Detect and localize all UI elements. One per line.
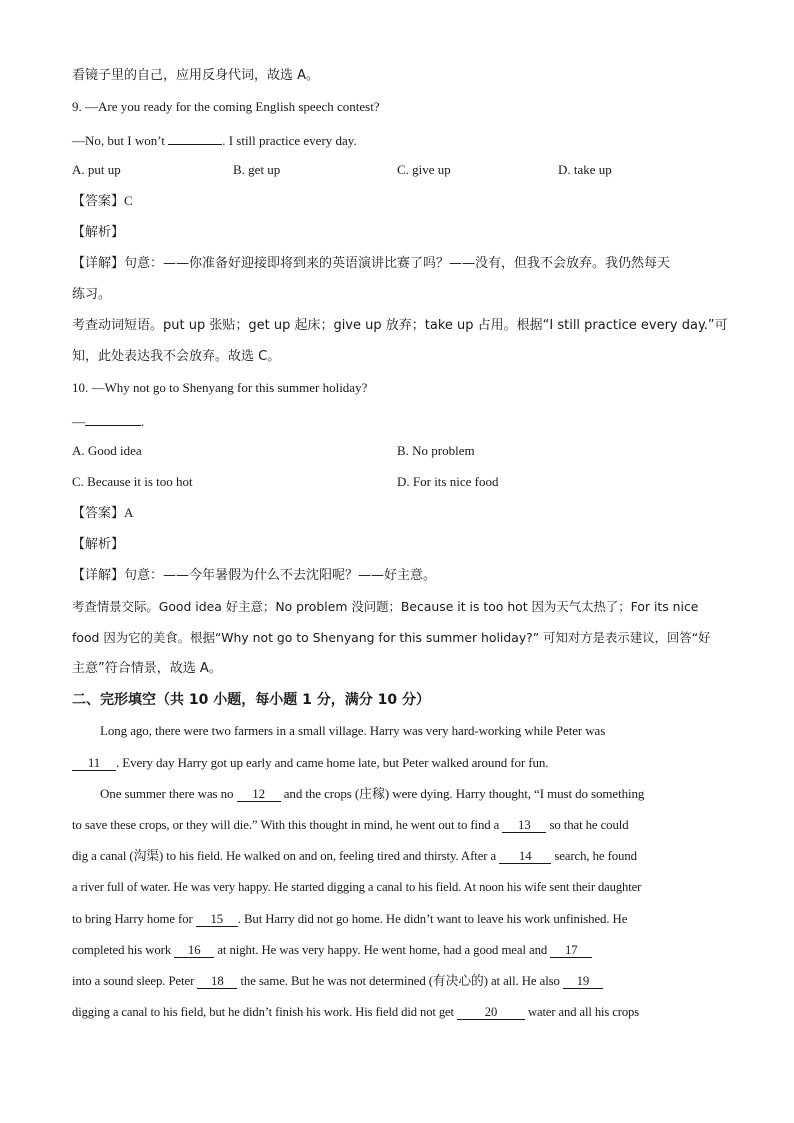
- q9-blank: [168, 130, 222, 145]
- q10-detail-2: 考查情景交际。Good idea 好主意；No problem 没问题；Because it is too hot 因为天气太热了；For its nice: [72, 599, 699, 614]
- q10-option-d: D. For its nice food: [397, 474, 499, 489]
- q8-explanation-tail: 看镜子里的自己，应用反身代词，故选 A。: [72, 68, 320, 83]
- answer-tag: 【答案】: [72, 506, 125, 521]
- passage-line-4: [72, 816, 629, 834]
- q10-dialogue-line: [72, 411, 144, 431]
- section-heading: 二、完形填空（共 10 小题，每小题 1 分，满分 10 分）: [72, 692, 430, 708]
- passage-text: digging a canal to his field, but he didn’t finish his work. His field did not get: [72, 1005, 457, 1019]
- q9-option-a: A. put up: [72, 162, 121, 177]
- passage-text: completed his work: [72, 943, 175, 957]
- passage-text: and the crops (庄稼) were dying. Harry thought, “I must do something: [280, 786, 645, 801]
- passage-line-7: [72, 910, 627, 928]
- q9-detail-text-1: 句意：——你准备好迎接即将到来的英语演讲比赛了吗？——没有，但我不会放弃。我仍然每天: [124, 256, 671, 271]
- blank-11: 11: [72, 756, 116, 771]
- q10-analysis: [72, 535, 124, 554]
- q10-option-c: C. Because it is too hot: [72, 474, 193, 489]
- q10-detail-text-1: 句意：——今年暑假为什么不去沈阳呢？——好主意。: [124, 568, 437, 583]
- blank-14: 14: [499, 849, 551, 864]
- blank-17: 17: [550, 943, 592, 958]
- q10-answer-value: A: [124, 505, 134, 520]
- q9-detail-4: 知，此处表达我不会放弃。故选 C。: [72, 349, 281, 364]
- q9-detail-1: [72, 255, 670, 273]
- passage-text: One summer there was no: [100, 786, 237, 801]
- q9-dialogue-line: [72, 130, 357, 150]
- passage-line-1: Long ago, there were two farmers in a small village. Harry was very hard-working while Peter was: [100, 723, 606, 738]
- analysis-tag: 【解析】: [72, 537, 125, 552]
- analysis-tag: 【解析】: [72, 225, 125, 240]
- q10-detail-1: [72, 567, 436, 585]
- q9-option-d: D. take up: [558, 162, 612, 177]
- blank-15: 15: [196, 912, 238, 927]
- passage-text: water and all his crops: [524, 1005, 640, 1019]
- passage-text: dig a canal (沟渠) to his field. He walked on and on, feeling tired and thirsty. After a: [72, 849, 500, 863]
- passage-line-5: [72, 847, 637, 865]
- blank-16: 16: [174, 943, 214, 958]
- q10-option-b: B. No problem: [397, 443, 475, 458]
- q10-answer: [72, 504, 133, 523]
- q10-detail-4: 主意”符合情景，故选 A。: [72, 661, 222, 676]
- blank-18: 18: [197, 974, 237, 989]
- blank-13: 13: [502, 818, 546, 833]
- detail-tag: 【详解】: [72, 568, 125, 583]
- blank-19: 19: [563, 974, 603, 989]
- q9-question: 9. —Are you ready for the coming English speech contest?: [72, 99, 380, 114]
- q9-answer: [72, 192, 133, 211]
- q10-detail-3: food 因为它的美食。根据“Why not go to Shenyang for this summer holiday?” 可知对方是表示建议，回答“好: [72, 630, 711, 645]
- q10-blank: [85, 411, 141, 426]
- blank-12: 12: [237, 787, 281, 802]
- q10-line2-pre: —: [72, 414, 85, 429]
- q9-option-c: C. give up: [397, 162, 451, 177]
- q9-detail-2: 练习。: [72, 287, 112, 302]
- blank-20: 20: [457, 1005, 525, 1020]
- passage-line-8: [72, 941, 592, 959]
- passage-text: at night. He was very happy. He went home, had a good meal and: [214, 943, 551, 957]
- q9-answer-value: C: [124, 193, 133, 208]
- passage-text: to bring Harry home for: [72, 912, 196, 926]
- q9-option-b: B. get up: [233, 162, 281, 177]
- q9-line2-pre: —No, but I won’t: [72, 133, 169, 148]
- passage-text: to save these crops, or they will die.” With this thought in mind, he went out to find a: [72, 818, 503, 832]
- q10-question: 10. —Why not go to Shenyang for this summer holiday?: [72, 380, 368, 395]
- q10-option-a: A. Good idea: [72, 443, 142, 458]
- q9-line2-post: . I still practice every day.: [222, 133, 357, 148]
- passage-text: into a sound sleep. Peter: [72, 974, 198, 988]
- passage-text: so that he could: [546, 818, 629, 832]
- passage-text: . Every day Harry got up early and came home late, but Peter walked around for fun.: [116, 755, 549, 770]
- q9-analysis: [72, 223, 124, 242]
- q10-line2-post: .: [141, 414, 145, 429]
- passage-text: search, he found: [551, 849, 637, 863]
- passage-line-3: [100, 785, 644, 803]
- passage-line-10: [72, 1003, 639, 1021]
- passage-text: the same. But he was not determined (有决心的) at all. He also: [237, 974, 563, 988]
- detail-tag: 【详解】: [72, 256, 125, 271]
- passage-text: . But Harry did not go home. He didn’t want to leave his work unfinished. He: [237, 912, 628, 926]
- passage-line-9: [72, 972, 603, 990]
- passage-line-2: [72, 754, 548, 772]
- passage-line-6: a river full of water. He was very happy. He started digging a canal to his field. At noon his wife sent their daughter: [72, 880, 642, 894]
- answer-tag: 【答案】: [72, 194, 125, 209]
- q9-detail-3: 考查动词短语。put up 张贴；get up 起床；give up 放弃；take up 占用。根据“I still practice every day.”可: [72, 318, 728, 333]
